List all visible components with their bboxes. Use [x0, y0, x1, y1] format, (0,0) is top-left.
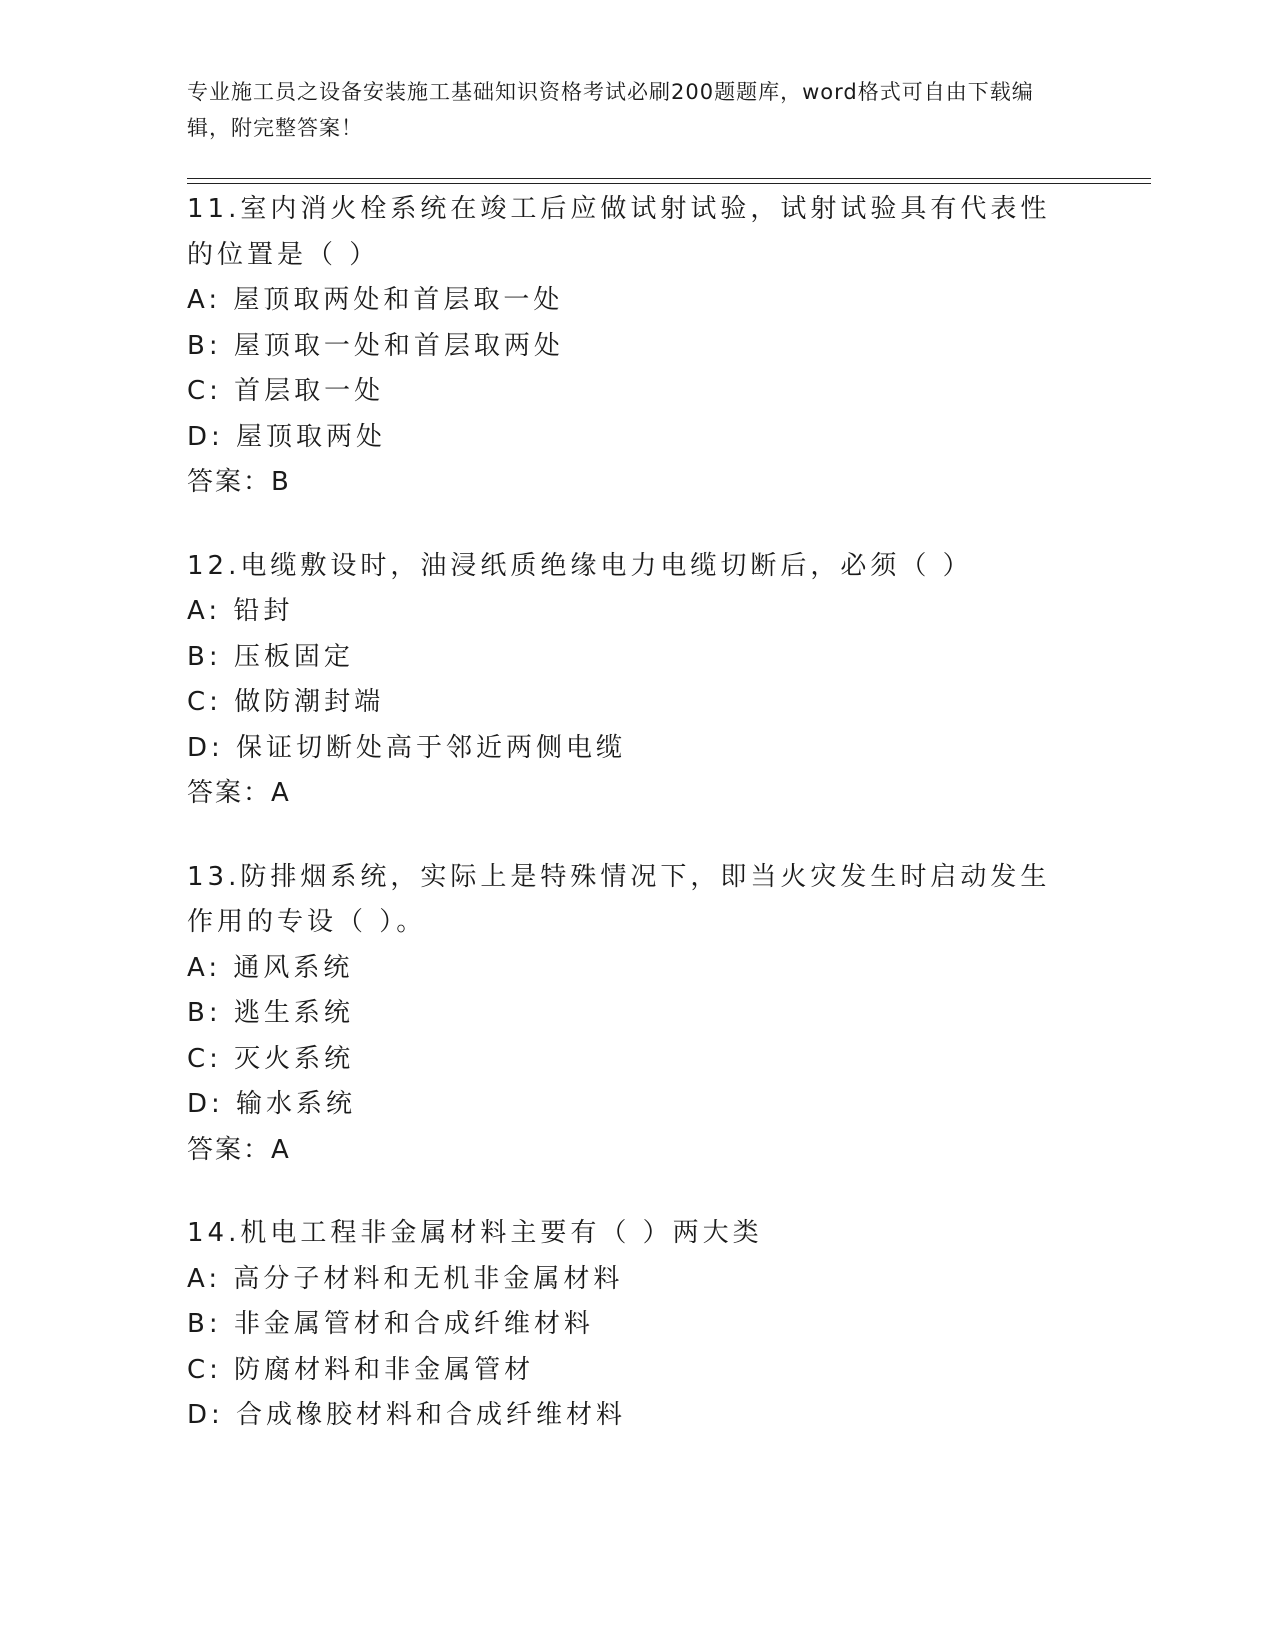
option-d: D: 保证切断处高于邻近两侧电缆	[187, 732, 627, 763]
option-c: C: 首层取一处	[187, 376, 385, 406]
option-a: A: 铅封	[187, 596, 294, 626]
header-divider-top	[187, 178, 1151, 179]
option-d: D: 合成橡胶材料和合成纤维材料	[187, 1400, 627, 1430]
option-c: C: 防腐材料和非金属管材	[187, 1354, 535, 1385]
document-header: 专业施工员之设备安装施工基础知识资格考试必刷200题题库，word格式可自由下载编辑，附完整答案！	[187, 80, 1034, 140]
question-stem: 11.室内消火栓系统在竣工后应做试射试验，试射试验具有代表性的位置是（ ）	[187, 194, 1051, 270]
option-c: C: 做防潮封端	[187, 687, 385, 717]
question-item	[187, 187, 1087, 506]
option-a: A: 屋顶取两处和首层取一处	[187, 285, 564, 315]
question-list	[187, 187, 1087, 1477]
answer: 答案：A	[187, 1134, 291, 1165]
option-a: A: 高分子材料和无机非金属材料	[187, 1263, 624, 1294]
option-b: B: 压板固定	[187, 641, 354, 672]
option-b: B: 非金属管材和合成纤维材料	[187, 1309, 594, 1339]
question-item	[187, 1211, 1087, 1439]
question-item	[187, 855, 1087, 1174]
header-divider-bottom	[187, 183, 1151, 184]
option-b: B: 屋顶取一处和首层取两处	[187, 330, 564, 361]
question-item	[187, 544, 1087, 817]
option-a: A: 通风系统	[187, 952, 354, 983]
option-b: B: 逃生系统	[187, 998, 354, 1028]
option-d: D: 屋顶取两处	[187, 421, 387, 452]
question-stem: 14.机电工程非金属材料主要有（ ）两大类	[187, 1218, 763, 1248]
question-stem: 13.防排烟系统，实际上是特殊情况下，即当火灾发生时启动发生作用的专设（ ）。	[187, 861, 1051, 937]
answer: 答案：A	[187, 778, 291, 808]
option-c: C: 灭火系统	[187, 1043, 355, 1074]
question-stem: 12.电缆敷设时，油浸纸质绝缘电力电缆切断后，必须（ ）	[187, 550, 973, 581]
answer: 答案：B	[187, 467, 291, 497]
option-d: D: 输水系统	[187, 1089, 357, 1119]
